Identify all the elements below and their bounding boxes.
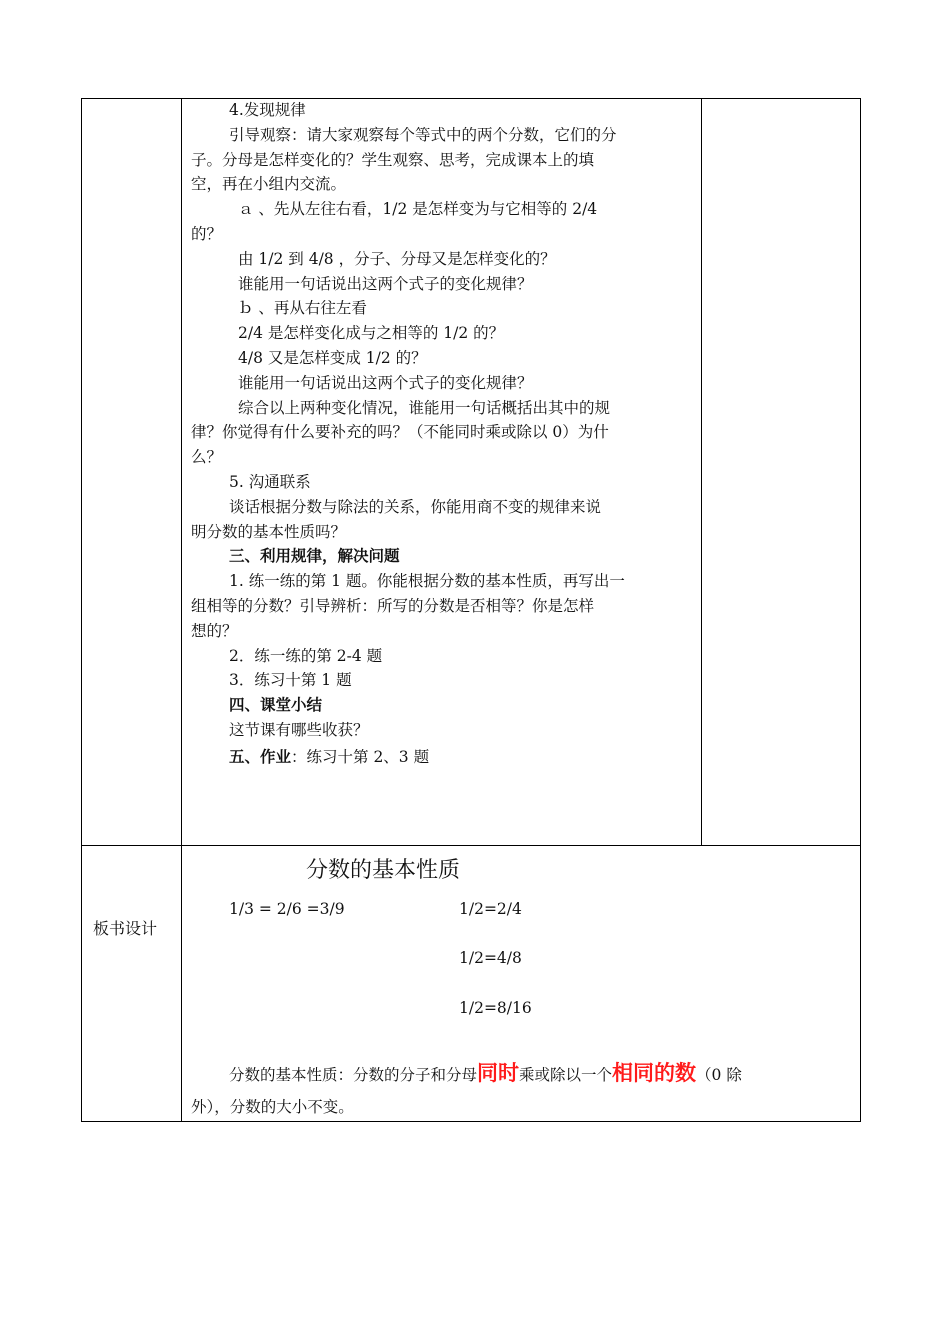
homework-line bbox=[229, 745, 429, 770]
property-text-2: 乘或除以一个 bbox=[519, 1066, 613, 1084]
lesson-line: 谁能用一句话说出这两个式子的变化规律？ bbox=[238, 373, 533, 392]
lesson-line: 2．练一练的第 2-4 题 bbox=[229, 646, 383, 665]
lesson-line: 4/8 又是怎样变成 1/2 的？ bbox=[238, 349, 427, 367]
row-divider bbox=[81, 845, 861, 846]
equation-right-1: 1/2=2/4 bbox=[459, 900, 522, 918]
highlight-simultaneously: 同时 bbox=[477, 1061, 520, 1085]
lesson-line: 么？ bbox=[191, 448, 223, 467]
lesson-line: 三、利用规律，解决问题 bbox=[229, 547, 400, 566]
lesson-line: 谈话根据分数与除法的关系，你能用商不变的规律来说 bbox=[229, 497, 602, 516]
lesson-line: 谁能用一句话说出这两个式子的变化规律？ bbox=[238, 274, 533, 293]
lesson-line: 引导观察：请大家观察每个等式中的两个分数，它们的分 bbox=[229, 125, 617, 144]
column-divider-right bbox=[701, 98, 702, 845]
lesson-line: 空，再在小组内交流。 bbox=[191, 175, 347, 194]
column-divider-left bbox=[181, 98, 182, 1122]
lesson-line: 律？你觉得有什么要补充的吗？（不能同时乘或除以 0）为什 bbox=[191, 423, 609, 442]
board-title: 分数的基本性质 bbox=[306, 858, 461, 883]
lesson-line: ａ 、先从左往右看，1/2 是怎样变为与它相等的 2/4 bbox=[238, 200, 598, 219]
highlight-same-number: 相同的数 bbox=[612, 1061, 697, 1085]
property-text-1: 分数的基本性质：分数的分子和分母 bbox=[229, 1066, 478, 1084]
lesson-line: 2/4 是怎样变化成与之相等的 1/2 的？ bbox=[238, 324, 505, 343]
lesson-line: 4.发现规律 bbox=[229, 101, 306, 119]
lesson-line: 5. 沟通联系 bbox=[229, 473, 311, 491]
lesson-line: 3．练习十第 1 题 bbox=[229, 671, 352, 690]
lesson-line: 想的？ bbox=[191, 621, 238, 640]
lesson-line: 四、课堂小结 bbox=[229, 696, 323, 715]
lesson-line: 由 1/2 到 4/8 ，分子、分母又是怎样变化的？ bbox=[238, 249, 556, 268]
lesson-line: 的？ bbox=[191, 225, 223, 243]
lesson-line: 明分数的基本性质吗？ bbox=[191, 522, 347, 541]
lesson-line: 子。分母是怎样变化的？学生观察、思考，完成课本上的填 bbox=[191, 150, 595, 169]
equation-chain-left: 1/3 = 2/6 =3/9 bbox=[229, 900, 345, 918]
lesson-line: 这节课有哪些收获？ bbox=[229, 721, 369, 739]
homework-label: 五、作业 bbox=[229, 748, 292, 766]
property-text-3: （0 除 bbox=[696, 1066, 742, 1084]
equation-right-3: 1/2=8/16 bbox=[459, 999, 532, 1017]
equation-right-2: 1/2=4/8 bbox=[459, 949, 522, 967]
lesson-line: 综合以上两种变化情况，谁能用一句话概括出其中的规 bbox=[238, 398, 611, 417]
lesson-line: 1. 练一练的第 1 题。你能根据分数的基本性质，再写出一 bbox=[229, 572, 625, 591]
property-statement bbox=[229, 1059, 742, 1089]
homework-text: ：练习十第 2、3 题 bbox=[291, 748, 430, 766]
lesson-line: 组相等的分数？引导辨析：所写的分数是否相等？你是怎样 bbox=[191, 597, 595, 615]
board-design-label: 板书设计 bbox=[93, 919, 158, 938]
property-statement-continued: 外），分数的大小不变。 bbox=[191, 1098, 354, 1116]
lesson-line: ｂ 、再从右往左看 bbox=[238, 299, 367, 318]
